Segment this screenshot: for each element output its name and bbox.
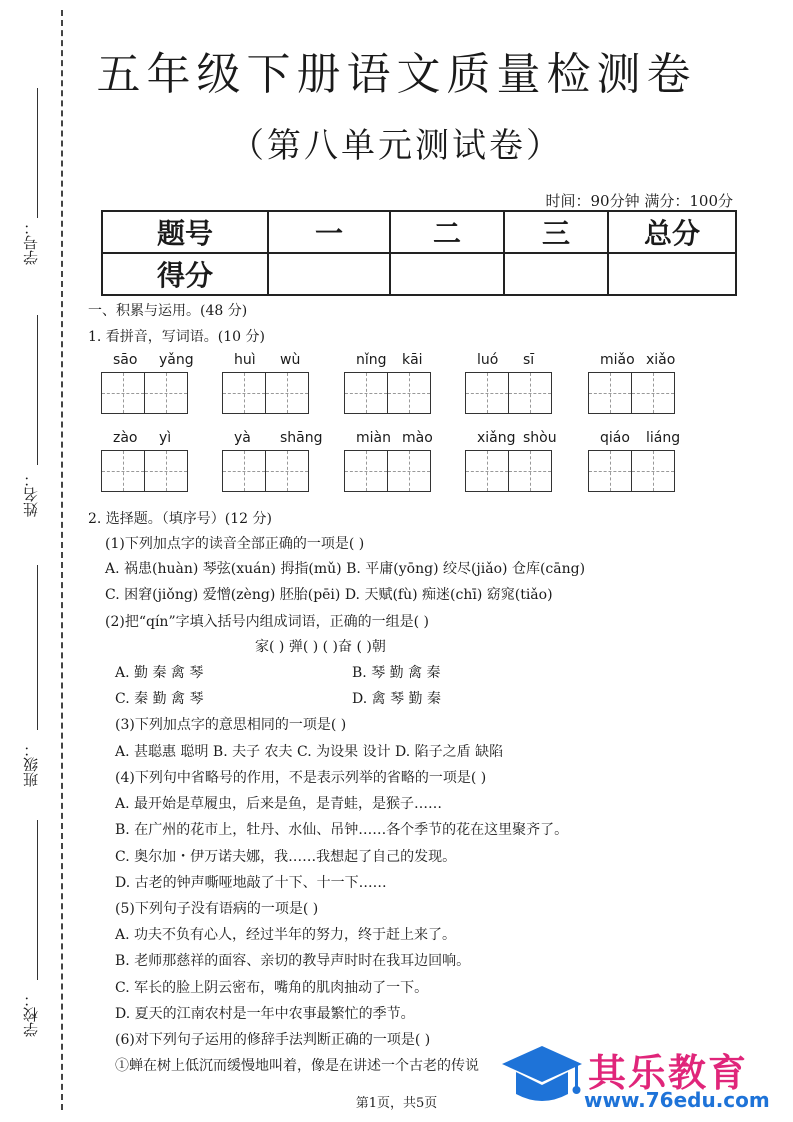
score-input-cell[interactable]	[268, 253, 390, 295]
pinyin-syllable: miàn	[356, 430, 391, 446]
pinyin-syllable: huì	[234, 352, 256, 368]
score-row-label: 得分	[102, 253, 268, 295]
writing-cell[interactable]	[101, 372, 145, 414]
question-line: (3)下列加点字的意思相同的一项是( )	[115, 717, 347, 733]
pinyin-syllable: sāo	[113, 352, 138, 368]
pinyin-syllable: miǎo	[600, 352, 635, 368]
pinyin-syllable: wù	[280, 352, 301, 368]
question-line: ①蝉在树上低沉而缓慢地叫着，像是在讲述一个古老的传说	[115, 1058, 479, 1074]
question-1-title: 1. 看拼音，写词语。(10 分)	[88, 329, 265, 345]
name-rule	[37, 315, 38, 465]
writing-cell[interactable]	[101, 450, 145, 492]
writing-cell[interactable]	[144, 372, 188, 414]
question-line: B. 在广州的花市上，牡丹、水仙、吊钟……各个季节的花在这里聚齐了。	[115, 822, 569, 838]
question-line: D. 古老的钟声嘶哑地敲了十下、十一下……	[115, 875, 387, 891]
question-line: A. 最开始是草履虫，后来是鱼，是青蛙，是猴子……	[115, 796, 443, 812]
pinyin-syllable: shāng	[280, 430, 323, 446]
page-subtitle: （第八单元测试卷）	[230, 126, 563, 166]
school-label: 学校：	[22, 992, 40, 1037]
score-header-cell: 三	[504, 211, 608, 253]
score-table-score-row	[102, 253, 736, 295]
pinyin-syllable: yì	[159, 430, 172, 446]
question-line: C. 奥尔加・伊万诺夫娜，我……我想起了自己的发现。	[115, 849, 457, 865]
writing-cell[interactable]	[465, 450, 509, 492]
pinyin-syllable: sī	[523, 352, 535, 368]
publisher-logo	[498, 1038, 783, 1118]
logo-name: 其乐教育	[588, 1051, 749, 1095]
pinyin-syllable: yǎng	[159, 352, 194, 368]
question-line: D. 夏天的江南农村是一年中农事最繁忙的季节。	[115, 1006, 415, 1022]
writing-grid	[222, 450, 308, 492]
score-input-cell[interactable]	[390, 253, 504, 295]
question-line: A. 祸患(huàn) 琴弦(xuán) 拇指(mǔ) B. 平庸(yōng) 绞尽(jiǎo) 仓库(cāng)	[105, 561, 586, 577]
writing-cell[interactable]	[344, 450, 388, 492]
pinyin-syllable: yà	[234, 430, 251, 446]
question-line: C. 军长的脸上阴云密布，嘴角的肌肉抽动了一下。	[115, 980, 429, 996]
pinyin-syllable: kāi	[402, 352, 423, 368]
question-line: B. 老师那慈祥的面容、亲切的教导声时时在我耳边回响。	[115, 953, 471, 969]
writing-cell[interactable]	[508, 450, 552, 492]
writing-grid	[344, 372, 430, 414]
writing-cell[interactable]	[588, 450, 632, 492]
score-table-header-row	[102, 211, 736, 253]
student-id-label: 学号：	[22, 220, 40, 265]
question-2-title: 2. 选择题。（填序号）(12 分)	[88, 511, 272, 527]
question-line: A. 甚聪惠 聪明 B. 夫子 农夫 C. 为设果 设计 D. 陷子之盾 缺陷	[115, 744, 504, 760]
page-title: 五年级下册语文质量检测卷	[96, 49, 697, 100]
question-line: A. 勤 秦 禽 琴	[115, 665, 204, 681]
binding-dashed-line	[61, 10, 63, 1110]
page-number: 第1页，共5页	[355, 1096, 438, 1111]
writing-cell[interactable]	[508, 372, 552, 414]
school-rule	[37, 820, 38, 980]
question-line: (1)下列加点字的读音全部正确的一项是( )	[105, 536, 365, 552]
writing-cell[interactable]	[265, 450, 309, 492]
score-header-cell: 一	[268, 211, 390, 253]
score-table	[101, 210, 737, 296]
question-line: C. 秦 勤 禽 琴	[115, 691, 204, 707]
writing-cell[interactable]	[387, 450, 431, 492]
writing-cell[interactable]	[631, 372, 675, 414]
pinyin-syllable: xiǎng	[477, 430, 516, 446]
pinyin-syllable: nǐng	[356, 352, 387, 368]
logo-url: www.76edu.com	[584, 1088, 770, 1112]
score-header-cell: 总分	[608, 211, 736, 253]
writing-cell[interactable]	[631, 450, 675, 492]
section-1-title: 一、积累与运用。(48 分)	[88, 303, 248, 319]
pinyin-syllable: zào	[113, 430, 138, 446]
class-label: 班级：	[22, 742, 40, 787]
writing-grid	[465, 372, 551, 414]
question-line: (5)下列句子没有语病的一项是( )	[115, 901, 319, 917]
question-line: (4)下列句中省略号的作用，不是表示列举的省略的一项是( )	[115, 770, 487, 786]
writing-cell[interactable]	[222, 450, 266, 492]
writing-cell[interactable]	[265, 372, 309, 414]
writing-grid	[222, 372, 308, 414]
score-input-cell[interactable]	[504, 253, 608, 295]
writing-cell[interactable]	[144, 450, 188, 492]
writing-grid	[101, 450, 187, 492]
writing-grid	[588, 450, 674, 492]
class-rule	[37, 565, 38, 730]
pinyin-syllable: qiáo	[600, 430, 630, 446]
time-info: 时间：90分钟 满分：100分	[545, 192, 733, 210]
score-header-cell: 二	[390, 211, 504, 253]
question-line: 家( ) 弹( ) ( )奋 ( )朝	[255, 639, 386, 655]
writing-grid	[101, 372, 187, 414]
question-line: A. 功夫不负有心人，经过半年的努力，终于赶上来了。	[115, 927, 457, 943]
writing-grid	[588, 372, 674, 414]
name-label: 姓名：	[22, 472, 40, 517]
question-line: D. 禽 琴 勤 秦	[352, 691, 441, 707]
score-input-cell[interactable]	[608, 253, 736, 295]
pinyin-syllable: xiǎo	[646, 352, 676, 368]
writing-grid	[344, 450, 430, 492]
question-line: B. 琴 勤 禽 秦	[352, 665, 441, 681]
writing-cell[interactable]	[222, 372, 266, 414]
graduation-cap-icon	[498, 1038, 584, 1116]
pinyin-syllable: shòu	[523, 430, 557, 446]
writing-cell[interactable]	[387, 372, 431, 414]
pinyin-syllable: mào	[402, 430, 433, 446]
score-header-cell: 题号	[102, 211, 268, 253]
question-line: (2)把“qín”字填入括号内组成词语，正确的一组是( )	[105, 614, 429, 630]
pinyin-syllable: luó	[477, 352, 499, 368]
writing-grid	[465, 450, 551, 492]
writing-cell[interactable]	[465, 372, 509, 414]
pinyin-syllable: liáng	[646, 430, 681, 446]
question-line: (6)对下列句子运用的修辞手法判断正确的一项是( )	[115, 1032, 431, 1048]
writing-cell[interactable]	[588, 372, 632, 414]
question-line: C. 困窘(jiǒng) 爱憎(zèng) 胚胎(pēi) D. 天赋(fù) 痴迷(chī) 窈窕(tiǎo)	[105, 587, 553, 603]
writing-cell[interactable]	[344, 372, 388, 414]
